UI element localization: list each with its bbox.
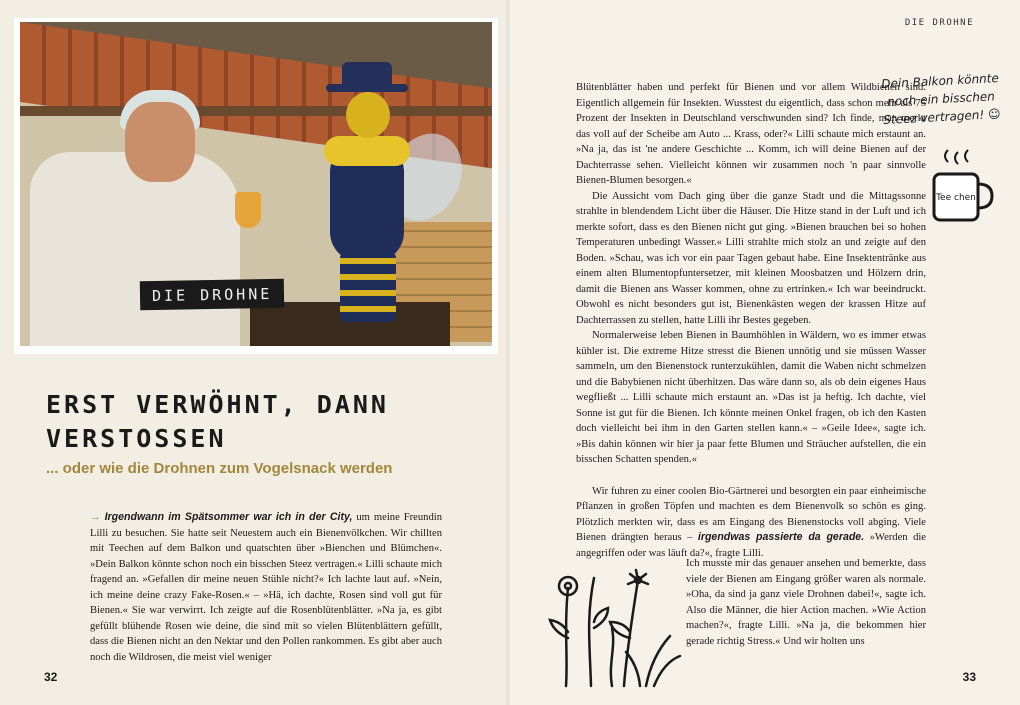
flowers-illustration-icon bbox=[546, 568, 686, 688]
p4-end: »Werden die angegriffen oder was läuft da?«, fragte Lilli. bbox=[576, 532, 927, 559]
left-body-text bbox=[90, 510, 442, 665]
bee-legs bbox=[340, 252, 396, 322]
mug-icon bbox=[926, 148, 996, 228]
right-paragraph-4 bbox=[576, 484, 926, 562]
running-head: DIE DROHNE bbox=[904, 18, 974, 28]
chapter-subtitle: ... oder wie die Drohnen zum Vogelsnack werden bbox=[46, 460, 393, 477]
p4-italic: irgendwas passierte da gerade. bbox=[697, 531, 865, 543]
bee-face bbox=[346, 92, 390, 138]
right-paragraph-2: Die Aussicht vom Dach ging über die ganze Stadt und die Mittagssonne strahlte in blendendem Licht über die Häuser. Die Hitze stand in der Luft und ich merkte sofort, dass es den Bienen nicht gut ging. »Bienen brauchen bei so hohen Temperaturen unbedingt Wasser.« Lilli strahlte mich stolz an und zeigte auf den Boden. »Schau, was ich vor ein paar Tagen gebaut habe. Eine Insektentränke aus einem alten Blumentopfuntersetzer, mit kleinen Moosbatzen und Hölzern drin, damit die Bienen ans Wasser kommen, ohne zu ertrinken.« Ich war beeindruckt. Obwohl es nicht besonders gut ist, Bienenkästen wegen der krassen Hitze auf Dachterrassen zu stellen, hatte Lilli ihr Bestes gegeben. bbox=[576, 190, 926, 326]
person-glass bbox=[235, 192, 261, 228]
p4-start: Wir fuhren zu einer coolen Bio-Gärtnerei und besorgten ein paar einheimische Pflanzen in großen Töpfen und machten es dem Bienenvolk so schön es ging. Plötzlich merkten wir, dass es am Eingang des Bienenstocks voll abging. Viele Bienen drängten heraus – bbox=[576, 485, 926, 543]
page-number-left: 32 bbox=[44, 670, 58, 684]
right-page bbox=[510, 0, 1020, 705]
arrow-icon: → bbox=[90, 512, 101, 523]
chapter-title-line1: ERST VERWÖHNT, DANN bbox=[46, 390, 389, 419]
photo-label: DIE DROHNE bbox=[140, 279, 285, 311]
right-paragraph-5: Ich musste mir das genauer ansehen und bemerkte, dass viele der Bienen am Eingang größer waren als normale. »Oha, da sind ja ganz viele Drohnen dabei!«, sagte ich. Also die Männer, die hier Action machen. »Wie Action machen?«, fragte Lilli. »Na ja, die bekommen hier gerade richtig Stress.« Und wir holten uns bbox=[686, 558, 926, 647]
page-number-right: 33 bbox=[962, 670, 976, 684]
right-column bbox=[576, 80, 926, 561]
chapter-title-line2: VERSTOSSEN bbox=[46, 424, 227, 453]
right-paragraph-1: Blütenblätter haben und perfekt für Bienen und vor allem Wildbienen sind. Eigentlich allgemein für Insekten. Wusstest du eigentlich, dass schon mehr als 75 Prozent der Insekten in Deutschland verschwunden sind? Ich finde, man merkt das voll auf der Scheibe am Auto ... Krass, oder?« Lilli schaute mich erstaunt an. »Na ja, das ist 'ne andere Geschichte ... Komm, ich will deine Bienen auf der Dachterrasse sehen. Vielleicht können wir zusammen noch 'n paar sinnvolle Bienen-Blumen besorgen.« bbox=[576, 82, 926, 186]
photo-bee-costume bbox=[290, 52, 440, 322]
left-paragraph: um meine Freundin Lilli zu besuchen. Sie hatte seit Neuestem auch ein Bienenvölkchen. Wir chillten mit Teechen auf dem Balkon und quatschten über »Bienchen und Blümchen«. »Dein Balkon könnte schon noch ein bisschen Steez vertragen.« Lilli schaute mich fragend an. »Gefallen dir meine neuen Stühle nicht?« Ich lachte laut auf. »Nein, ich meine deine crazy Fake-Rosen.« – »Hä, ich dachte, Rosen sind voll gut für Bienen.« Sie war verwirrt. Ich zeigte auf die Rosenblütenblätter. »Na ja, es gibt gefüllt blühende Rosen wie deine, die sind mit so vielen Blütenblättern gefüllt, dass die Bienen nicht an den Nektar und den Pollen rankommen. Es gibt aber auch noch die Wildrosen, die meist viel weniger bbox=[90, 512, 442, 663]
chapter-title bbox=[46, 388, 466, 456]
right-paragraph-3: Normalerweise leben Bienen in Baumhöhlen in Wäldern, wo es immer etwas kühler ist. Die extreme Hitze stresst die Bienen unnötig und sie müssen Wasser sammeln, um den Bienenstock runterzukühlen, damit die Waben nicht schmelzen und die Babybienen nicht überhitzen. Das wäre dann so, als ob dein eigenes Haus wegfließt ... Lilli schaute mich erstaunt an. »Das ist ja heftig. Ich dachte, viel Sonne ist gut für die Bienen. Ich könnte meinen Onkel fragen, ob ich den Kasten doch vielleicht bei ihm in den Garten stellen kann.« – »Geile Idee«, sagte ich. »Bis dahin können wir hier ja paar fette Blumen und Sträucher aufstellen, die ein bisschen Schatten spenden.« bbox=[576, 330, 926, 465]
photo bbox=[14, 18, 498, 354]
bee-hat bbox=[342, 62, 392, 88]
bee-fur bbox=[324, 136, 410, 166]
person-head bbox=[125, 102, 195, 182]
handwritten-note: Dein Balkon könnte noch ein bisschen Steez vertragen! ☺ bbox=[880, 70, 1001, 128]
person-body bbox=[30, 152, 240, 346]
mug-label: Tee chen bbox=[936, 193, 976, 203]
lead-in: Irgendwann im Spätsommer war ich in der City, bbox=[104, 511, 353, 523]
